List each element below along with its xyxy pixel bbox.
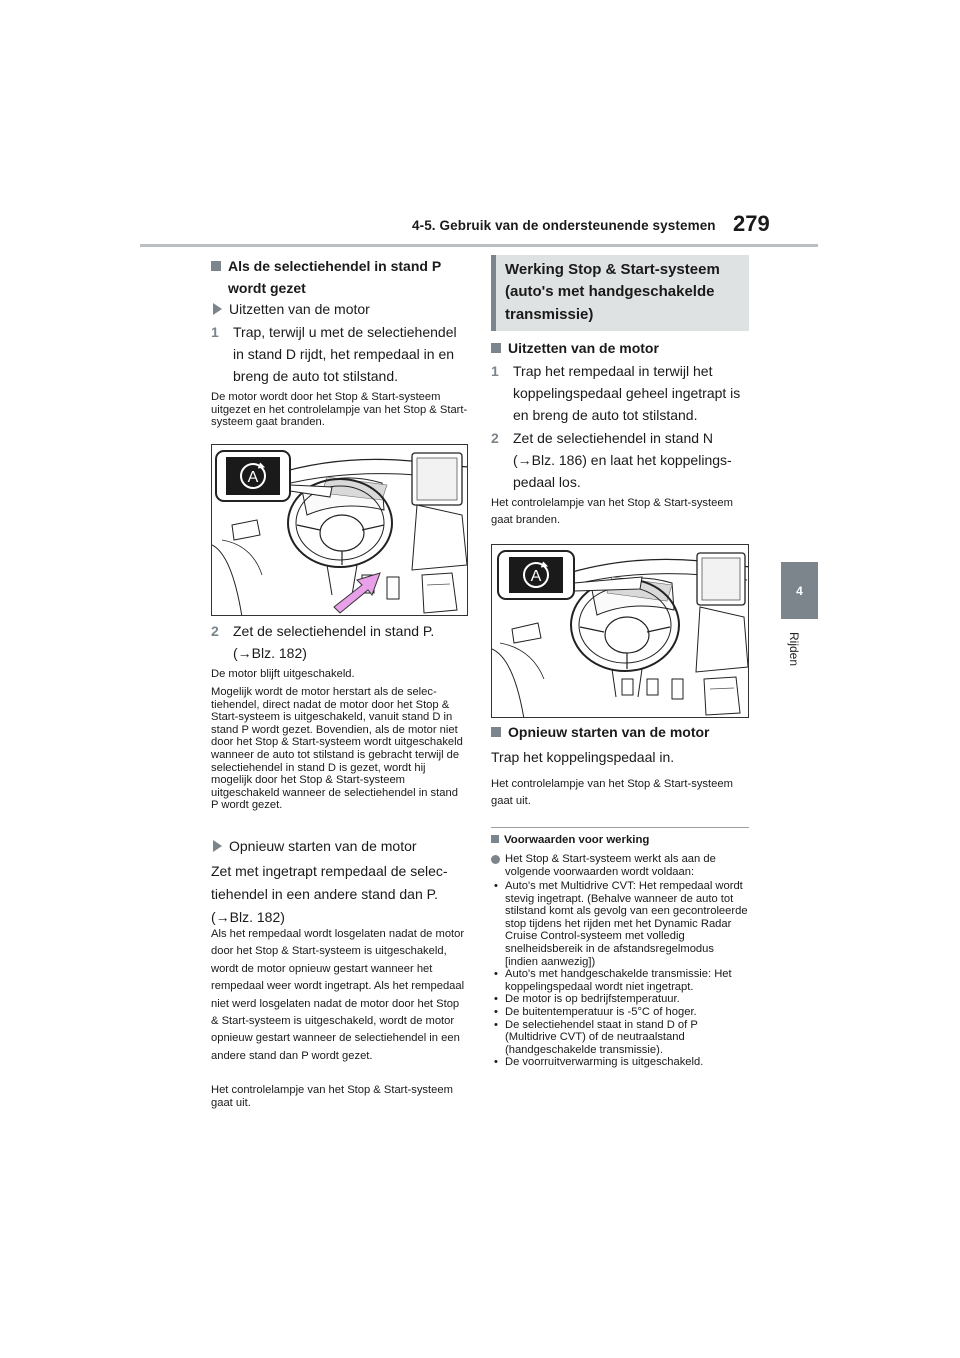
stop-start-indicator-icon: [226, 457, 280, 495]
triangle-bullet-icon: [213, 840, 222, 852]
page-number: 279: [733, 211, 770, 236]
conditions-heading: Voorwaarden voor werking: [491, 833, 649, 847]
note-engine-stopped: De motor wordt door het Stop & Start-systeem uitgezet en het controlelampje van het Stop & Start-systeem gaat branden.: [211, 391, 468, 429]
note-engine-off: De motor blijft uitgeschakeld.: [211, 668, 355, 680]
step-1-left: 1 Trap, terwijl u met de selectiehendel in stand D rijdt, het rempedaal in en breng de auto tot stilstand.: [211, 324, 457, 384]
note-lamp-off-left: Het controlelampje van het Stop & Start-systeem gaat uit.: [211, 1084, 453, 1109]
square-bullet-icon: [491, 727, 501, 737]
square-bullet-icon: [491, 835, 499, 843]
step-2-right: 2 Zet de selectiehendel in stand N (→Blz. 186) en laat het koppelingspedaal los.: [491, 430, 732, 490]
indicator-letter: A: [530, 568, 542, 585]
step-1-right: 1 Trap het rempedaal in terwijl het koppelingspedaal geheel ingetrapt is en breng de auto tot stilstand.: [491, 363, 741, 423]
list-item: • Auto's met handgeschakelde transmissie: Het koppelingspedaal wordt niet ingetrapt.: [491, 968, 749, 993]
subheading-stop-engine: Uitzetten van de motor: [211, 299, 468, 319]
section-title: 4-5. Gebruik van de ondersteunende systemen: [412, 218, 716, 233]
note-lamp-off-right: Het controlelampje van het Stop & Start-systeem gaat uit.: [491, 778, 733, 808]
section-heading-stop-mt: Uitzetten van de motor: [491, 337, 749, 359]
note-lamp-on: Het controlelampje van het Stop & Start-systeem gaat branden.: [491, 497, 733, 527]
step-2-left: 2 Zet de selectiehendel in stand P. (→Blz. 182): [211, 623, 435, 661]
section-heading-p-stand: Als de selectiehendel in stand P wordt gezet: [211, 255, 468, 299]
restart-instruction-mt: Trap het koppelingspedaal in.: [491, 749, 675, 765]
list-item: • De motor is op bedrijfstemperatuur.: [491, 993, 749, 1006]
header-divider: [140, 244, 818, 247]
list-item: • De buitentemperatuur is -5°C of hoger.: [491, 1006, 749, 1019]
indicator-letter: A: [247, 469, 259, 486]
square-bullet-icon: [211, 261, 221, 271]
section-banner: Werking Stop & Start-systeem (auto's met handgeschakelde transmissie): [491, 255, 749, 331]
section-heading-restart-mt: Opnieuw starten van de motor: [491, 721, 749, 743]
dashboard-illustration-cvt: [211, 444, 468, 616]
list-item: • De selectiehendel staat in stand D of P (Multidrive CVT) of de neutraalstand (handgeschakelde transmissie).: [491, 1019, 749, 1057]
stop-start-indicator-icon: [509, 557, 563, 593]
divider: [491, 827, 749, 828]
dashboard-illustration-mt: [491, 544, 749, 718]
list-item: • Auto's met Multidrive CVT: Het rempedaal wordt stevig ingetrapt. (Behalve wanneer de auto tot stilstand komt als gevolg van een gecontroleerde stop tijdens het rijden met het Dynamic Radar Cruise Control-systeem met volledig snelheidsbereik in de afstandsregelmodus [indien aanwezig]): [491, 880, 749, 968]
restart-instruction: Zet met ingetrapt rempedaal de selectiehendel in een andere stand dan P. (→Blz. 182): [211, 863, 448, 925]
circle-bullet-icon: [491, 855, 500, 864]
list-item: • De voorruitverwarming is uitgeschakeld.: [491, 1056, 749, 1069]
conditions-intro: Het Stop & Start-systeem werkt als aan de volgende voorwaarden wordt voldaan:: [491, 853, 749, 878]
note-brake-release: Als het rempedaal wordt losgelaten nadat de motor door het Stop & Start-systeem is uitgeschakeld, wordt de motor opnieuw gestart wanneer het rempedaal weer wordt ingetrapt. Als het rempedaal niet werd losgelaten nadat de motor door het Stop & Start-systeem is uitgeschakeld, wordt de motor opnieuw gestart wanneer de selectiehendel in een andere stand dan P wordt gezet.: [211, 928, 465, 1062]
note-restart-p: Mogelijk wordt de motor herstart als de selectiehendel, direct nadat de motor door het Stop & Start-systeem is uitgeschakeld, vanuit stand D in stand P wordt gezet. Bovendien, als de motor niet door het Stop & Start-systeem wordt uitgeschakeld wanneer de auto tot stilstand is gebracht terwijl de selectiehendel in stand D is gezet, wordt hij mogelijk door het Stop & Start-systeem uitgeschakeld wanneer de selectiehendel in stand P wordt gezet.: [211, 686, 463, 812]
triangle-bullet-icon: [213, 303, 222, 315]
chapter-label: Rijden: [787, 632, 801, 667]
conditions-list: [491, 880, 749, 1069]
square-bullet-icon: [491, 343, 501, 353]
subheading-restart-engine: Opnieuw starten van de motor: [211, 836, 468, 856]
chapter-tab: 4: [781, 562, 818, 619]
